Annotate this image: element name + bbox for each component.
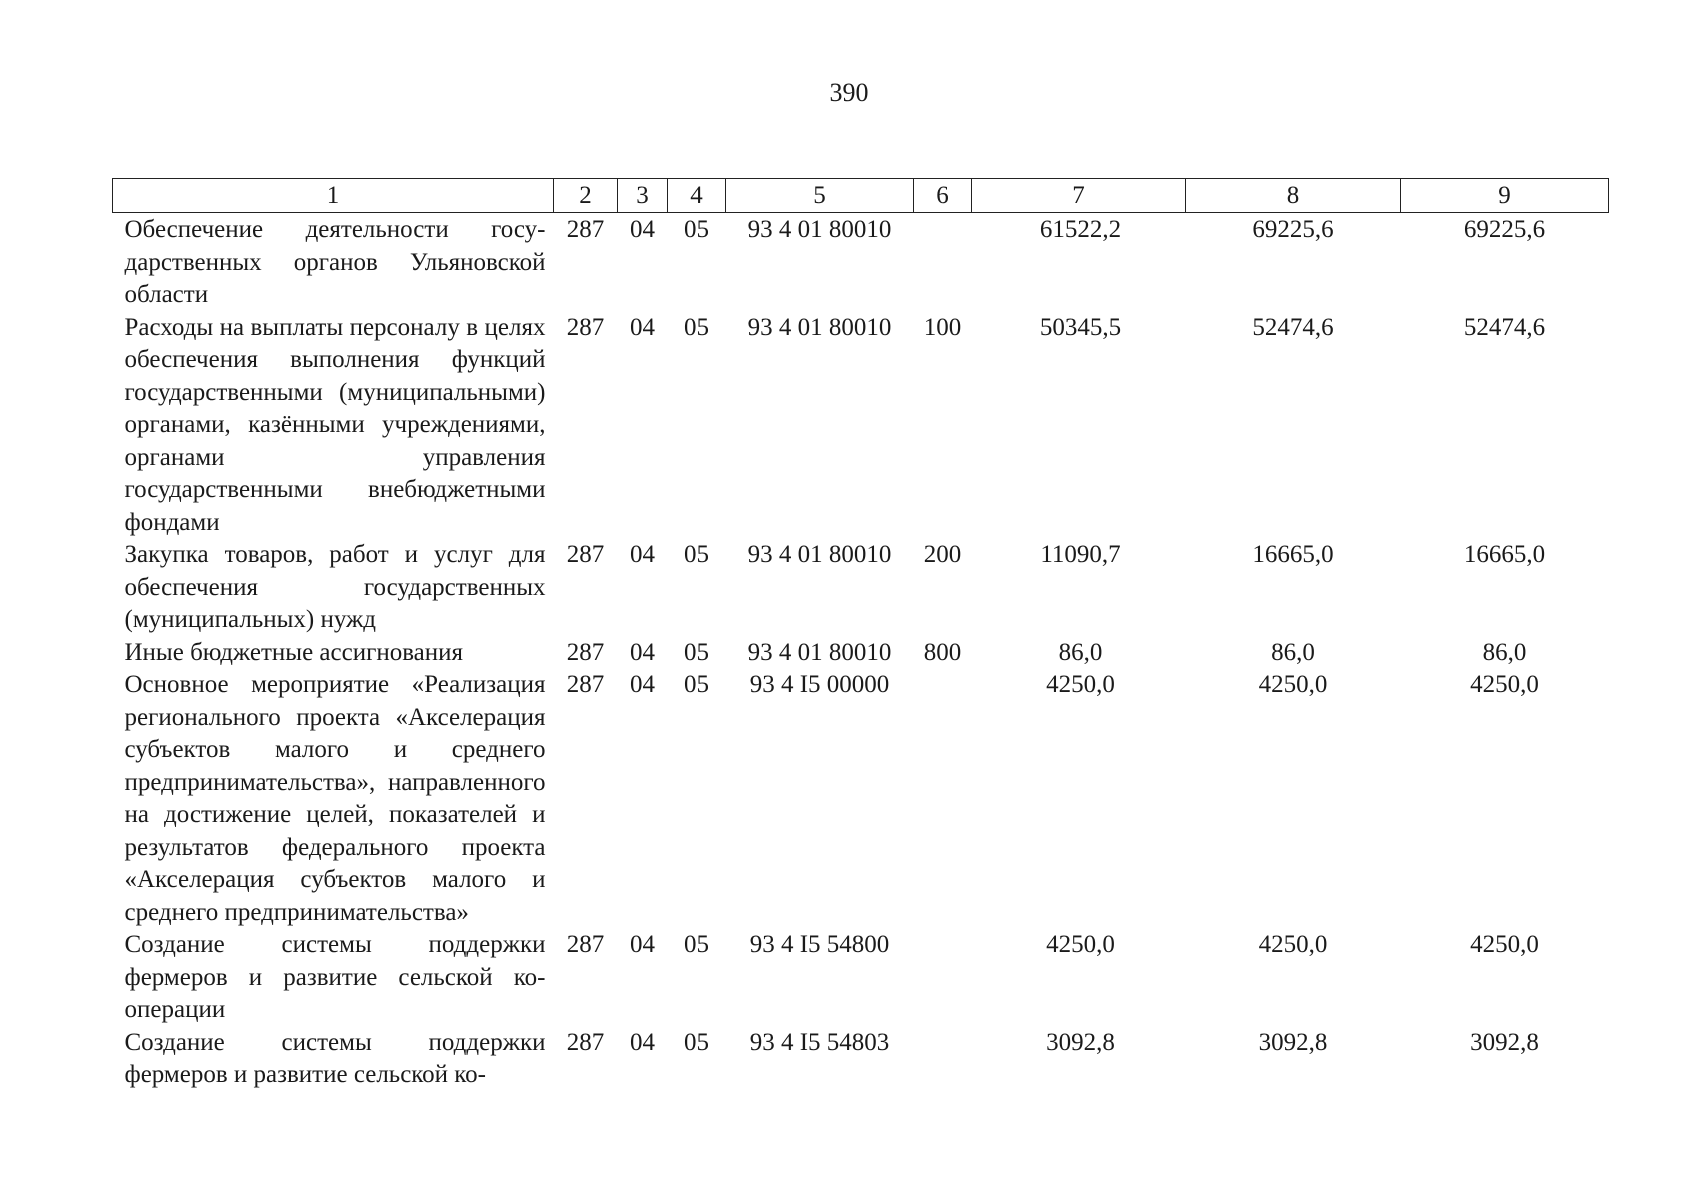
cell-col4: 05 — [684, 1028, 709, 1056]
column-header-7: 7 — [972, 179, 1186, 213]
cell-col9: 86,0 — [1482, 638, 1527, 666]
cell-col5: 93 4 I5 00000 — [749, 671, 890, 698]
table-row — [113, 669, 1609, 929]
cell-col6 — [914, 929, 972, 1027]
header-row — [113, 179, 1609, 213]
table-row — [113, 312, 1609, 540]
cell-col2: 287 — [566, 313, 605, 341]
cell-col6 — [914, 1027, 972, 1092]
column-header-5: 5 — [726, 179, 914, 213]
table-row — [113, 637, 1609, 670]
row-description: Расходы на выплаты персоналу в целях обеспечения выполнения функций государственными (муниципальными) органами, казёнными учреждениями, органами управления государственными внебюджетными фондами — [124, 313, 546, 536]
cell-col5: 93 4 01 80010 — [747, 313, 892, 341]
cell-col8: 4250,0 — [1258, 931, 1328, 958]
cell-col2: 287 — [566, 1028, 605, 1056]
budget-table — [112, 178, 1609, 1092]
cell-col8: 52474,6 — [1252, 313, 1334, 341]
cell-col5: 93 4 01 80010 — [747, 216, 892, 243]
cell-col9: 3092,8 — [1470, 1028, 1539, 1056]
table-row — [113, 929, 1609, 1027]
row-description: Иные бюджетные ассигнования — [124, 638, 464, 666]
column-header-6: 6 — [914, 179, 972, 213]
row-description: Обеспечение деятельности государственных органов Ульяновской области — [124, 216, 546, 308]
cell-col9: 16665,0 — [1463, 541, 1546, 568]
cell-col7: 86,0 — [1058, 638, 1103, 666]
column-header-4: 4 — [668, 179, 726, 213]
cell-col3: 04 — [630, 1028, 655, 1056]
cell-col9: 52474,6 — [1463, 313, 1546, 341]
cell-col5: 93 4 I5 54800 — [749, 931, 890, 958]
row-description: Создание системы поддержки фермеров и развитие сельской ко- — [124, 1028, 546, 1088]
column-header-3: 3 — [618, 179, 668, 213]
cell-col3: 04 — [630, 313, 655, 341]
cell-col8: 3092,8 — [1258, 1028, 1328, 1056]
cell-col6: 100 — [923, 313, 962, 341]
cell-col3: 04 — [630, 541, 655, 568]
cell-col3: 04 — [630, 638, 655, 666]
cell-col2: 287 — [566, 671, 605, 698]
cell-col8: 16665,0 — [1252, 541, 1334, 568]
cell-col5: 93 4 01 80010 — [747, 541, 892, 568]
cell-col5: 93 4 01 80010 — [747, 638, 892, 666]
cell-col7: 61522,2 — [1039, 216, 1122, 243]
cell-col4: 05 — [684, 638, 709, 666]
cell-col4: 05 — [684, 216, 709, 243]
column-header-9: 9 — [1401, 179, 1609, 213]
cell-col9: 4250,0 — [1470, 931, 1539, 958]
cell-col7: 50345,5 — [1039, 313, 1122, 341]
cell-col6 — [914, 669, 972, 929]
cell-col3: 04 — [630, 931, 655, 958]
row-description: Основное мероприятие «Реализация регионального проекта «Акселерация субъектов малого и среднего предпринимательства», направленного на достижение целей, показателей и результатов федерального проекта «Акселерация субъектов малого и среднего предпринимательства» — [124, 671, 546, 926]
cell-col8: 86,0 — [1271, 638, 1315, 666]
cell-col4: 05 — [684, 313, 709, 341]
row-description: Создание системы поддержки фермеров и развитие сельской кооперации — [124, 931, 546, 1023]
cell-col4: 05 — [684, 541, 709, 568]
cell-col8: 69225,6 — [1252, 216, 1334, 243]
cell-col4: 05 — [684, 671, 709, 698]
cell-col9: 69225,6 — [1463, 216, 1546, 243]
cell-col2: 287 — [566, 638, 605, 666]
cell-col6 — [914, 213, 972, 312]
cell-col3: 04 — [630, 671, 655, 698]
column-header-8: 8 — [1186, 179, 1401, 213]
page-number: 390 — [829, 78, 869, 107]
row-description: Закупка товаров, работ и услуг для обеспечения государственных (муниципальных) нужд — [124, 541, 546, 633]
cell-col6: 800 — [923, 638, 962, 666]
cell-col2: 287 — [566, 216, 605, 243]
cell-col8: 4250,0 — [1258, 671, 1328, 698]
table-row — [113, 213, 1609, 312]
cell-col7: 4250,0 — [1046, 931, 1115, 958]
column-header-2: 2 — [554, 179, 618, 213]
column-header-1: 1 — [113, 179, 554, 213]
table-row — [113, 539, 1609, 637]
cell-col7: 3092,8 — [1046, 1028, 1115, 1056]
cell-col2: 287 — [566, 541, 605, 568]
cell-col2: 287 — [566, 931, 605, 958]
table-row — [113, 1027, 1609, 1092]
cell-col7: 11090,7 — [1040, 541, 1121, 568]
cell-col4: 05 — [684, 931, 709, 958]
cell-col3: 04 — [630, 216, 655, 243]
cell-col5: 93 4 I5 54803 — [749, 1028, 890, 1056]
cell-col6: 200 — [923, 541, 962, 568]
cell-col7: 4250,0 — [1046, 671, 1115, 698]
cell-col9: 4250,0 — [1470, 671, 1539, 698]
